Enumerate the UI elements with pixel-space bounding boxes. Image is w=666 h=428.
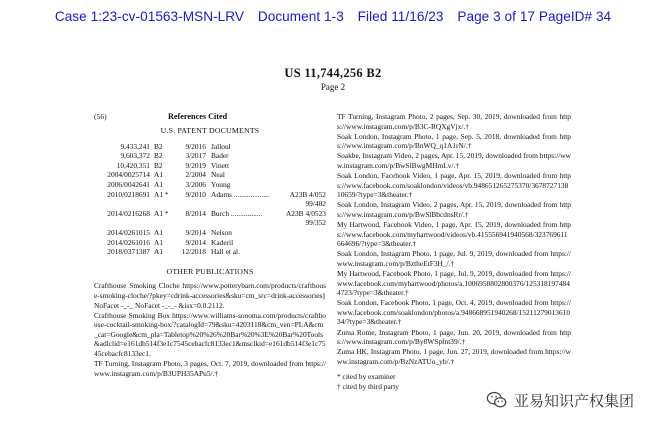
publication-entry: Soak London, Instagram Photo, 1 page, Jul. 9, 2019, downloaded from https://www.instagram.com/p/BztheEtF3H_/.† — [337, 249, 571, 268]
page-label: Page 2 — [320, 82, 346, 92]
references-title: References Cited — [168, 112, 228, 121]
doc-date: 9/2019 — [185, 160, 206, 170]
patent-doc-row — [94, 170, 326, 180]
other-publications-left — [94, 281, 326, 378]
doc-kind: A1 — [154, 179, 164, 189]
doc-number: 2014/0261015 — [107, 227, 150, 237]
doc-inventor: Burch ................. — [211, 208, 263, 218]
doc-kind: A1 — [154, 237, 164, 247]
publication-entry: Crafthouse Smoking Cloche https://www.potterybarn.com/products/crafthouse-smoking-cloche/?pkey=cdrink-accessories&sku=cm_src=drink-accessories||NoFacet -_-_ NoFacet -_-_- &isx=0.0.2112. — [94, 281, 326, 310]
other-publications-title: OTHER PUBLICATIONS — [166, 266, 254, 276]
doc-inventor: Vinett — [211, 160, 230, 170]
publication-entry: Soak London, Facebook Photo, 1 page, Oct. 4, 2019, downloaded from https://www.facebook.com/soaklondon/photos/a.948668951940268/1521127901361034/?type=3&theater.† — [337, 298, 571, 327]
filed-date: Filed 11/16/23 — [357, 9, 444, 24]
doc-inventor: Kaderil — [211, 237, 234, 247]
patent-doc-row-continued — [94, 218, 326, 228]
doc-number: 2006/0042641 — [107, 179, 150, 189]
doc-number: 2004/0025714 — [107, 170, 150, 180]
doc-class: A23B 4/0523 — [285, 208, 326, 218]
doc-date: 3/2017 — [185, 151, 206, 161]
publication-entry: Zuma Rome, Instagram Photo, 1 page, Jun. 20, 2019, downloaded from https://www.instagram.com/p/By8WSpfnt39/.† — [337, 327, 571, 347]
doc-kind: A1 — [154, 227, 164, 237]
publication-entry: Soak London, Instagram Photo, 1 page, Sep. 5, 2018, downloaded from https://www.instagram.com/p/BnWQ_q1A1rN/.† — [337, 131, 571, 151]
page-info: Page 3 of 17 PageID# 34 — [457, 9, 612, 24]
publication-entry: My Hartwood, Facebook Video, 1 page, Apr. 15, 2019, downloaded from https://www.facebook.com/myhartwood/videos/vb.415556941940568/323769611664696/?type=3&theater.† — [337, 220, 571, 249]
section-number: (56) — [94, 112, 107, 121]
publication-entry: Zuma HK, Instagram Photo, 1 page, Jun. 27, 2019, downloaded from https://www.instagram.com/p/BzNzATUo_yb/.† — [337, 347, 571, 366]
doc-kind: A1 — [154, 247, 164, 257]
doc-subclass: 99/482 — [305, 199, 326, 209]
watermark — [486, 389, 634, 411]
doc-number: 2014/0216268 — [107, 208, 150, 218]
patent-doc-row — [94, 142, 326, 152]
wechat-logo-icon — [486, 389, 508, 411]
doc-date: 9/2010 — [185, 189, 206, 199]
doc-kind: B2 — [154, 160, 163, 170]
patent-doc-row — [94, 180, 326, 190]
doc-inventor: Jalloul — [211, 141, 231, 151]
other-publications-right — [337, 112, 571, 366]
publication-entry: Soakbe, Instagram Video, 2 pages, Apr. 15, 2019, downloaded from https://www.instagram.com/p/BwSlBwgMHmLv/.† — [337, 151, 571, 170]
left-column — [94, 112, 326, 379]
patent-doc-row — [94, 238, 326, 248]
doc-kind: A1 — [154, 170, 164, 180]
publication-entry: Crafthouse Smoking Box https://www.williams-sonoma.com/products/crafthouse-cocktail-smoking-box/?catalogId=79&sku=4203118&cm_ven=PLA&cm_cat=Google&cm_pla=Tabletop%20%26%20Bar%20%3E%20Bar%20Tools&adlclid=e161db514f3e1c7545cebacfc8133ec1&msclkid=e161db514f3e1c7545cebacfc8133ec1. — [94, 310, 326, 358]
document-number: Document 1-3 — [257, 9, 344, 24]
doc-subclass: 99/352 — [305, 218, 326, 228]
doc-kind: A1 * — [154, 208, 169, 218]
us-patent-documents-title: U.S. PATENT DOCUMENTS — [160, 126, 260, 135]
doc-inventor: Neal — [211, 170, 225, 180]
patent-number: US 11,744,256 B2 — [284, 66, 382, 80]
doc-number: 10,420,351 — [116, 160, 150, 170]
doc-number: 9,603,372 — [120, 151, 150, 161]
doc-date: 8/2014 — [185, 208, 206, 218]
references-heading — [94, 112, 326, 124]
doc-inventor: Adams ................... — [211, 189, 269, 199]
publication-entry: My Hartwood, Facebook Photo, 1 page, Jul. 9, 2019, downloaded from https://www.facebook.com/myhartwood/photos/a.1006958802800376/1253181974844723/?type=3&theater.† — [337, 269, 571, 298]
doc-number: 9,433,241 — [120, 141, 150, 151]
doc-number: 2014/0261016 — [107, 237, 150, 247]
doc-inventor: Nelson — [211, 227, 232, 237]
doc-date: 2/2004 — [185, 170, 206, 180]
doc-inventor: Hall et al. — [211, 247, 240, 257]
doc-kind: A1 * — [154, 189, 169, 199]
right-column — [337, 112, 571, 392]
patent-doc-row-continued — [94, 199, 326, 209]
publication-entry: Soak London, Instagram Video, 2 pages, Apr. 15, 2019, downloaded from https://www.instagram.com/p/BwSlBbcdnsRr/.† — [337, 200, 571, 219]
note-examiner: * cited by examiner — [337, 372, 396, 382]
doc-date: 12/2018 — [181, 247, 206, 257]
doc-number: 2010/0218691 — [107, 189, 150, 199]
doc-number: 2018/0371387 — [107, 247, 150, 257]
patent-doc-row — [94, 190, 326, 200]
case-number: Case 1:23-cv-01563-MSN-LRV — [54, 9, 245, 24]
doc-kind: B2 — [154, 151, 163, 161]
patent-doc-row — [94, 247, 326, 257]
doc-class: A23B 4/052 — [289, 189, 326, 199]
publication-entry: TF Turning, Instagram Photo, 3 pages, Oct. 7, 2019, downloaded from https://www.instagram.com/p/B3UPH35APu5/.† — [94, 359, 326, 378]
doc-kind: B2 — [154, 141, 163, 151]
watermark-text: 亚易知识产权集团 — [514, 391, 635, 410]
doc-inventor: Young — [211, 179, 231, 189]
patent-doc-row — [94, 228, 326, 238]
note-third-party: † cited by third party — [337, 382, 399, 392]
publication-entry: Soak London, Facebook Video, 1 page, Apr. 15, 2019, downloaded from https://www.facebook.com/soaklondon/videos/vb.948651265275370/367872713810659/?type=3&theater.† — [337, 171, 571, 200]
doc-inventor: Bader — [211, 151, 229, 161]
doc-date: 9/2014 — [185, 227, 206, 237]
us-patent-documents-list — [94, 142, 326, 257]
patent-doc-row — [94, 161, 326, 171]
doc-date: 9/2014 — [185, 237, 206, 247]
doc-date: 9/2016 — [185, 141, 206, 151]
patent-doc-row — [94, 209, 326, 219]
case-header — [0, 9, 666, 24]
publication-entry: TF Turning, Instagram Photo, 2 pages, Sep. 30, 2019, downloaded from https://www.instagram.com/p/B3C-RQXgVjx/.† — [337, 112, 571, 131]
patent-doc-row — [94, 151, 326, 161]
doc-date: 3/2006 — [185, 179, 206, 189]
